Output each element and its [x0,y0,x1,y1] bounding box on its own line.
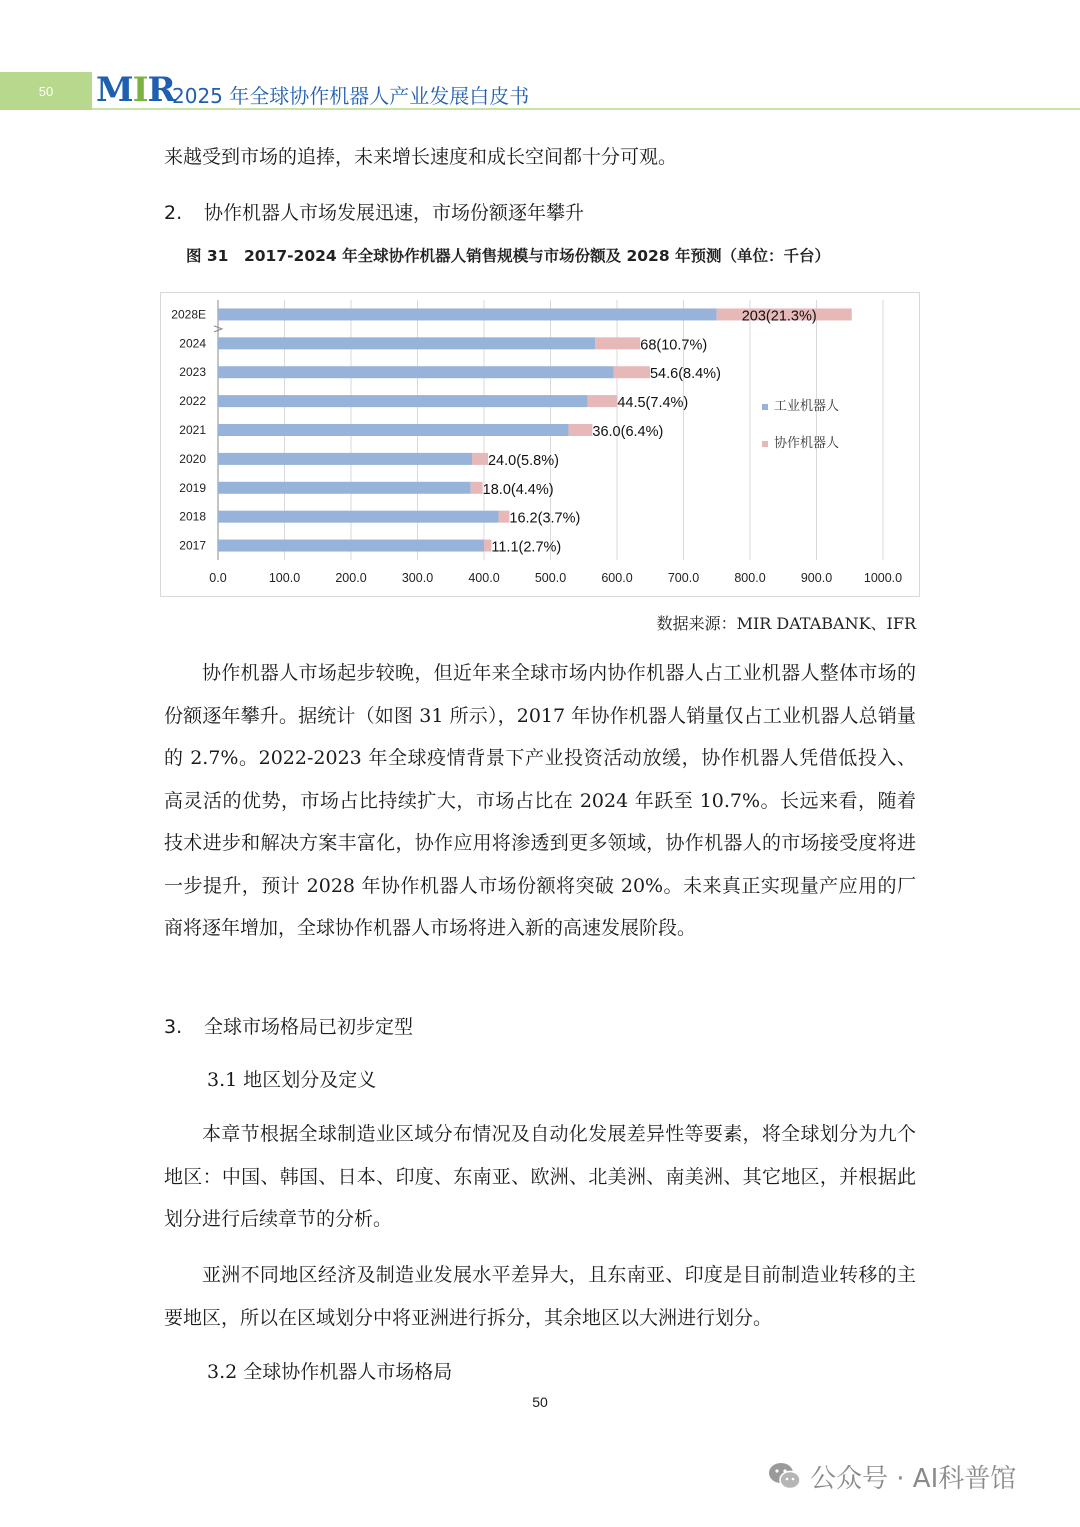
bar-chart [160,292,920,597]
industrial-robot-bar [218,337,595,349]
data-source: 数据来源：MIR DATABANK、IFR [656,614,916,633]
section-2-number: 2. [164,202,183,224]
cobot-bar [484,540,491,552]
category-label: 2019 [179,480,206,495]
x-tick-label: 500.0 [534,571,567,585]
page-number: 50 [532,1394,548,1410]
paragraph-regions: 本章节根据全球制造业区域分布情况及自动化发展差异性等要素，将全球划分为九个地区：中国、韩国、日本、印度、东南亚、欧洲、北美洲、南美洲、其它地区，并根据此划分进行后续章节的分析。 [164,1123,916,1230]
category-label: 2028E [171,307,206,322]
legend-swatch [762,404,768,410]
intro-line: 来越受到市场的追捧，未来增长速度和成长空间都十分可观。 [164,146,678,168]
industrial-robot-bar [218,395,588,407]
page-tag-number: 50 [38,83,54,99]
data-label: 11.1(2.7%) [491,539,562,556]
section-3-heading [164,1012,413,1039]
mir-logo: MIR [96,70,175,110]
cobot-bar [588,395,618,407]
section-3-number: 3. [164,1016,183,1038]
industrial-robot-bar [218,540,484,552]
section-3-title: 全球市场格局已初步定型 [204,1016,414,1038]
industrial-robot-bar [218,308,717,320]
section-2-title: 协作机器人市场发展迅速，市场份额逐年攀升 [204,202,585,224]
legend-label: 工业机器人 [774,399,840,414]
data-label: 18.0(4.4%) [482,481,554,498]
category-label: 2020 [179,451,206,466]
cobot-bar [471,482,483,494]
paragraph-asia: 亚洲不同地区经济及制造业发展水平差异大，且东南亚、印度是目前制造业转移的主要地区，所以在区域划分中将亚洲进行拆分，其余地区以大洲进行划分。 [164,1264,916,1329]
legend-swatch [762,441,768,447]
data-label: 24.0(5.8%) [487,452,559,469]
category-label: 2021 [179,423,206,437]
industrial-robot-bar [218,453,472,465]
x-tick-label: 100.0 [268,571,301,585]
x-tick-label: 1000.0 [863,571,903,585]
subsection-3-1: 3.1 地区划分及定义 [207,1069,377,1091]
x-tick-label: 800.0 [734,571,766,585]
data-label: 16.2(3.7%) [509,510,581,527]
x-tick-label: 0.0 [209,571,227,585]
data-label: 36.0(6.4%) [592,424,664,440]
category-label: 2018 [179,509,206,524]
wechat-icon [768,1461,802,1491]
data-label: 54.6(8.4%) [649,366,721,383]
page-tag [0,72,92,110]
x-tick-label: 600.0 [601,571,633,585]
category-label: 2024 [179,336,206,351]
category-label: 2022 [179,394,206,409]
chart-svg [160,292,920,597]
industrial-robot-bar [218,424,568,436]
data-label: 44.5(7.4%) [617,395,689,412]
x-tick-label: 200.0 [335,571,367,585]
watermark-text: 公众号 · AI科普馆 [810,1463,1017,1494]
watermark [768,1458,1016,1494]
category-label: 2023 [179,365,206,380]
cobot-bar [614,366,650,378]
category-label: 2017 [179,538,206,553]
data-label: 203(21.3%) [741,308,817,325]
figure-caption: 图 31 2017-2024 年全球协作机器人销售规模与市场份额及 2028 年预测（单位：千台） [186,247,831,265]
cobot-bar [472,453,488,465]
data-label: 68(10.7%) [640,337,708,354]
industrial-robot-bar [218,511,499,523]
section-2-heading [164,198,584,225]
subsection-3-2: 3.2 全球协作机器人市场格局 [207,1361,453,1383]
industrial-robot-bar [218,366,614,378]
cobot-bar [568,424,592,436]
cobot-bar [595,337,640,349]
x-tick-label: 300.0 [401,571,434,585]
document-title: 2025 年全球协作机器人产业发展白皮书 [172,84,530,108]
paragraph-market-share: 协作机器人市场起步较晚，但近年来全球市场内协作机器人占工业机器人整体市场的份额逐年攀升。据统计（如图 31 所示），2017 年协作机器人销量仅占工业机器人总销量的 2.7%。2022-2023 年全球疫情背景下产业投资活动放缓，协作机器人凭借低投入、高灵活的优势，市场占比持续扩大，市场占比在 2024 年跃至 10.7%。长远来看，随着技术进步和解决方案丰富化，协作应用将渗透到更多领域，协作机器人的市场接受度将进一步提升，预计 2028 年协作机器人市场份额将突破 20%。未来真正实现量产应用的厂商将逐年增加，全球协作机器人市场将进入新的高速发展阶段。 [164,662,916,939]
legend-label: 协作机器人 [774,436,840,451]
industrial-robot-bar [218,482,471,494]
cobot-bar [499,511,510,523]
x-tick-label: 400.0 [468,571,500,585]
x-tick-label: 700.0 [667,571,700,585]
x-tick-label: 900.0 [800,571,833,585]
